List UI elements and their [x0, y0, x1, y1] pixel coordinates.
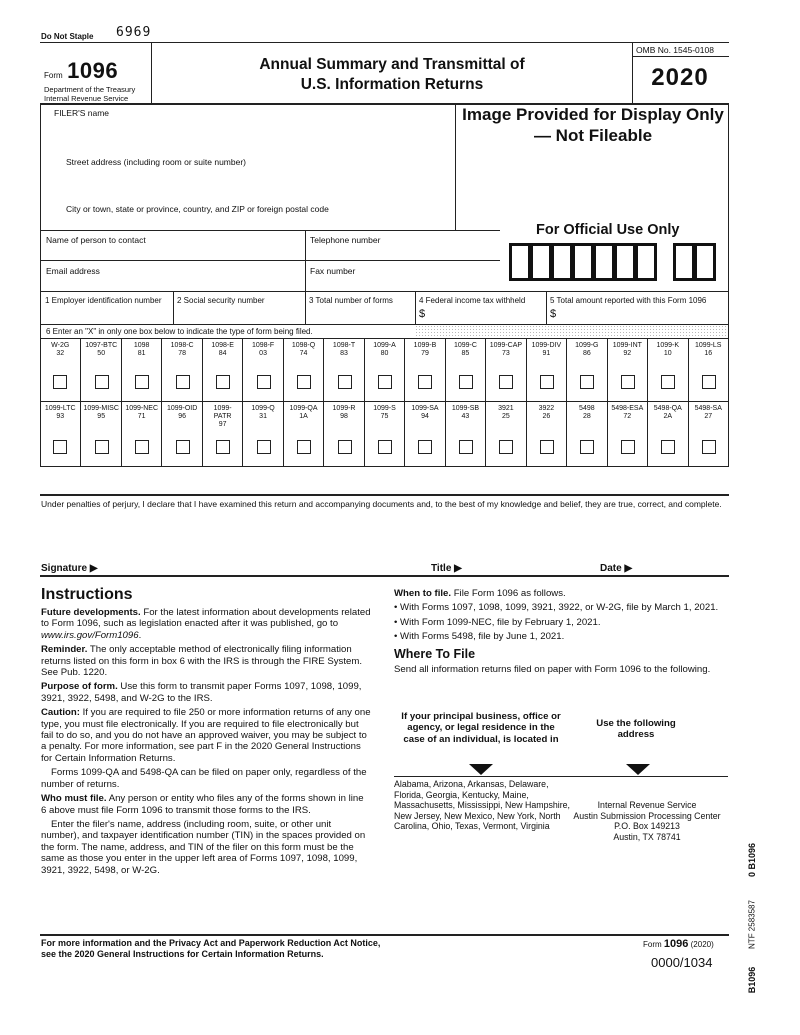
form-type-cell	[485, 338, 525, 401]
form-type-cell	[364, 338, 404, 401]
form-type-cell	[283, 338, 323, 401]
instructions-left-column	[41, 586, 371, 879]
form-type-cell	[364, 401, 404, 466]
form-type-code: 94	[421, 413, 429, 420]
contact-person-label: Name of person to contact	[46, 235, 146, 245]
bullet-1: • With Forms 1097, 1098, 1099, 3921, 3922, or W-2G, file by March 1, 2021.	[394, 602, 719, 614]
box1-ein-label: 1 Employer identification number	[45, 296, 162, 305]
irs-mailing-address	[567, 800, 727, 842]
omb-number: OMB No. 1545-0108	[636, 45, 714, 55]
purpose-text: Use this form to transmit paper Forms 1097, 1098, 1099, 3921, 3922, 5498, and W-2G to the IRS.	[41, 681, 362, 704]
form-type-cell	[283, 401, 323, 466]
form-type-name: 1098-Q	[291, 342, 316, 349]
where-to-file-heading: Where To File	[394, 646, 476, 661]
form-type-name: 1099-INT	[612, 342, 642, 349]
form-type-cell	[566, 338, 606, 401]
form-type-name: 1098-F	[251, 342, 275, 349]
caution-text: If you are required to file 250 or more information returns of any one type, you must file electronically. If you are required to file electronically but fail to do so, and you do not have an approved waiver, you may be subject to a penalty. For more information, see part F in the 2020 General Instructions for Certain Information Returns.	[41, 707, 371, 764]
form-type-cell	[566, 401, 606, 466]
form-type-cell	[202, 338, 242, 401]
form-type-cell	[526, 338, 566, 401]
form-type-checkbox[interactable]	[378, 375, 392, 389]
city-state-zip-label: City or town, state or province, country, and ZIP or foreign postal code	[66, 204, 329, 214]
where-to-file-text: Send all information returns filed on paper with Form 1096 to the following.	[394, 663, 711, 675]
qa-paper-only: Forms 1099-QA and 5498-QA can be filed on paper only, regardless of the number of returns.	[41, 767, 367, 790]
instructions-right-column	[394, 588, 727, 678]
form-type-checkbox[interactable]	[540, 440, 554, 454]
form-type-cell	[404, 338, 444, 401]
future-lead: Future developments.	[41, 607, 141, 618]
form-type-checkbox[interactable]	[459, 375, 473, 389]
form-type-checkbox[interactable]	[702, 375, 716, 389]
form-ref-year: (2020)	[690, 940, 714, 949]
form-type-checkbox[interactable]	[135, 375, 149, 389]
form-type-checkbox[interactable]	[338, 440, 352, 454]
form-type-code: 1A	[299, 413, 308, 420]
bullet-2: • With Form 1099-NEC, file by February 1, 2021.	[394, 616, 601, 628]
form-type-checkbox[interactable]	[418, 440, 432, 454]
form-type-name: 3922	[538, 405, 555, 412]
form-type-cell	[161, 338, 201, 401]
form-type-code: 81	[137, 350, 146, 357]
form-type-name: 1099-CAP	[489, 342, 523, 349]
form-type-name: 1099-G	[575, 342, 599, 349]
form-type-name: 5498-QA	[653, 405, 682, 412]
form-type-name: 5498	[579, 405, 595, 412]
purpose-lead: Purpose of form.	[41, 681, 118, 693]
title-label: Title ▶	[431, 563, 462, 574]
form-type-code: 71	[137, 413, 146, 420]
form-type-cell	[323, 401, 363, 466]
form-ref-word: Form	[643, 940, 662, 949]
form-title-line2: U.S. Information Returns	[300, 76, 484, 93]
form-type-checkbox[interactable]	[499, 440, 513, 454]
form-label	[44, 58, 118, 84]
address-line-1: Internal Revenue Service	[597, 800, 697, 810]
form-type-cell	[445, 338, 485, 401]
form-type-checkbox[interactable]	[621, 375, 635, 389]
margin-code-top: 0 B1096	[747, 842, 757, 878]
filer-name-label: FILER'S name	[54, 108, 110, 118]
form-type-checkbox[interactable]	[378, 440, 392, 454]
form-type-cell	[647, 338, 687, 401]
form-type-code: 98	[340, 413, 348, 420]
form-type-code: 16	[704, 350, 713, 357]
caution-lead: Caution:	[41, 707, 80, 719]
date-label: Date ▶	[600, 563, 633, 574]
form-type-code: 2A	[663, 413, 673, 420]
form-type-name: 1099-DIV	[531, 342, 562, 349]
form-type-checkbox[interactable]	[95, 440, 109, 454]
form-type-code: 74	[299, 350, 308, 357]
form-1096-link[interactable]: www.irs.gov/Form1096	[41, 629, 139, 641]
address-line-2: Austin Submission Processing Center	[573, 810, 721, 821]
form-type-checkbox[interactable]	[661, 440, 675, 454]
form-type-code: 80	[380, 350, 389, 357]
box5-dollar-sign: $	[550, 308, 557, 320]
form-type-code: 92	[623, 350, 632, 357]
form-type-name: 5498-ESA	[611, 405, 644, 412]
form-type-code: 27	[704, 413, 713, 420]
handwritten-number: 6969	[116, 25, 152, 40]
enter-filer-info: Enter the filer's name, address (including room, suite, or other unit number), and taxpayer identification number (TIN) in the spaces provided on the form. The name, address, and TIN of the filer on this form must be the same as those you enter in the upper left area of Forms 1097, 1098, 1099, 3921, 3922, 5498, or W-2G.	[41, 818, 366, 876]
reminder-lead: Reminder.	[41, 644, 88, 656]
form-type-cell	[202, 401, 242, 466]
form-type-cell	[485, 401, 525, 466]
form-type-code: 85	[461, 350, 470, 357]
purpose-of-form	[41, 681, 371, 704]
form-type-checkbox[interactable]	[257, 440, 271, 454]
form-type-code: 31	[259, 413, 267, 420]
form-type-code: 95	[97, 413, 106, 420]
form-type-name: 1099-S	[373, 405, 396, 412]
form-number: 1096	[67, 58, 119, 83]
form-type-name: 1099-MISC	[83, 405, 119, 412]
form-type-checkbox[interactable]	[216, 375, 230, 389]
form-type-code: 73	[502, 350, 510, 357]
margin-code-bottom: B1096	[747, 966, 757, 994]
privacy-notice-line2: see the 2020 General Instructions for Certain Information Returns.	[41, 949, 324, 959]
form-type-cell	[80, 401, 120, 466]
form-type-checkbox[interactable]	[176, 375, 190, 389]
street-address-label: Street address (including room or suite number)	[66, 157, 246, 167]
form-type-cell	[323, 338, 363, 401]
location-column-heading: If your principal business, office or agency, or legal residence in the case of an individual, is located in	[401, 711, 561, 745]
form-type-cell	[688, 338, 728, 401]
form-type-name: 1099-OID	[166, 405, 198, 412]
form-type-code: 83	[340, 350, 348, 357]
form-type-checkbox[interactable]	[297, 440, 311, 454]
form-type-name: 1099-A	[373, 342, 396, 349]
perjury-statement: Under penalties of perjury, I declare that I have examined this return and accompanying documents and, to the best of my knowledge and belief, they are true, correct, and complete.	[41, 499, 722, 509]
form-type-code: 26	[542, 413, 551, 420]
form-type-checkbox[interactable]	[95, 375, 109, 389]
form-type-checkbox[interactable]	[580, 375, 594, 389]
form-type-code: 78	[178, 350, 187, 357]
form-type-name: 1099-B	[413, 342, 437, 349]
tax-year: 2020	[651, 64, 709, 91]
form-type-checkbox[interactable]	[459, 440, 473, 454]
form-type-name: 1098	[133, 342, 150, 349]
form-type-cell	[607, 401, 647, 466]
form-type-checkbox[interactable]	[53, 440, 67, 454]
form-type-name: 1097-BTC	[85, 342, 118, 349]
form-type-code: 91	[542, 350, 551, 357]
box2-ssn-label: 2 Social security number	[177, 296, 265, 305]
form-type-name: 1098-C	[170, 342, 194, 349]
shaded-area	[415, 325, 728, 338]
future-developments	[41, 607, 371, 641]
batch-number: 0000/1034	[651, 955, 713, 970]
form-type-name: 5498-SA	[694, 405, 722, 412]
form-type-name: 1099-LTC	[44, 405, 76, 412]
address-column-heading: Use the following address	[596, 718, 676, 741]
form-type-code: 50	[97, 350, 106, 357]
who-must-file	[41, 793, 371, 816]
fax-label: Fax number	[310, 266, 356, 276]
signature-label: Signature ▶	[41, 563, 98, 574]
form-type-checkbox[interactable]	[53, 375, 67, 389]
form-type-code: 72	[623, 413, 632, 420]
box3-total-forms-label: 3 Total number of forms	[309, 296, 393, 305]
display-only-notice: Image Provided for Display Only — Not Fileable	[462, 105, 724, 145]
form-type-cell	[121, 338, 161, 401]
form-type-name: 1099-QA	[289, 405, 318, 412]
form-type-name: 1099-C	[453, 342, 477, 349]
form-type-code: 10	[663, 350, 672, 357]
form-type-name: 1098-E	[211, 342, 234, 349]
telephone-label: Telephone number	[310, 235, 381, 245]
form-type-checkbox[interactable]	[702, 440, 716, 454]
form-type-cell	[40, 401, 80, 466]
form-type-name: 1099-K	[656, 342, 680, 349]
form-type-name: 1099-SA	[411, 405, 439, 412]
who-lead: Who must file.	[41, 793, 107, 805]
form-type-code: 03	[259, 350, 267, 357]
form-type-name: 1099-NEC	[125, 405, 159, 412]
form-type-checkbox[interactable]	[216, 440, 230, 454]
form-type-code: 93	[56, 413, 65, 420]
privacy-notice-line1: For more information and the Privacy Act and Paperwork Reduction Act Notice,	[41, 938, 381, 948]
form-type-cell	[445, 401, 485, 466]
do-not-staple: Do Not Staple	[41, 32, 94, 41]
form-type-name: 1099- PATR	[213, 405, 232, 420]
form-type-checkbox[interactable]	[297, 375, 311, 389]
future-end: .	[138, 629, 142, 641]
form-type-code: 32	[56, 350, 65, 357]
form-type-code: 96	[178, 413, 187, 420]
form-type-cell	[40, 338, 80, 401]
form-type-checkbox[interactable]	[621, 440, 635, 454]
form-type-checkbox[interactable]	[338, 375, 352, 389]
form-type-cell	[161, 401, 201, 466]
form-type-name: 1098-T	[332, 342, 356, 349]
address-line-4: Austin, TX 78741	[613, 831, 681, 842]
reminder	[41, 644, 371, 678]
form-type-code: 97	[218, 421, 227, 428]
form-type-cell	[80, 338, 120, 401]
form-title-line1: Annual Summary and Transmittal of	[259, 56, 525, 73]
address-line-3: P.O. Box 149213	[614, 821, 680, 831]
form-type-cell	[121, 401, 161, 466]
instructions-heading: Instructions	[41, 586, 133, 603]
form-type-checkbox[interactable]	[540, 375, 554, 389]
form-type-cell	[526, 401, 566, 466]
form-type-cell	[647, 401, 687, 466]
form-type-code: 25	[502, 413, 510, 420]
form-type-checkbox[interactable]	[661, 375, 675, 389]
form-type-code: 79	[421, 350, 429, 357]
box5-total-amount-label: 5 Total amount reported with this Form 1096	[550, 296, 707, 305]
form-type-code: 75	[380, 413, 389, 420]
line6-instruction: 6 Enter an "X" in only one box below to indicate the type of form being filed.	[46, 327, 313, 336]
form-type-checkbox[interactable]	[176, 440, 190, 454]
form-type-checkbox[interactable]	[580, 440, 594, 454]
when-text: File Form 1096 as follows.	[451, 588, 566, 599]
form-type-name: 1099-SB	[451, 405, 480, 412]
arrow-down-icon	[626, 764, 650, 775]
arrow-down-icon	[469, 764, 493, 775]
who-text: Any person or entity who files any of the forms shown in line 6 above must file Form 1096 to transmit those forms to the IRS.	[41, 793, 364, 816]
form-type-cell	[242, 338, 282, 401]
form-ref-number: 1096	[663, 938, 689, 950]
official-use-label: For Official Use Only	[536, 222, 680, 238]
form-type-cell	[607, 338, 647, 401]
form-type-name: 3921	[498, 405, 514, 412]
form-reference	[643, 938, 714, 950]
form-type-cell	[242, 401, 282, 466]
form-type-code: 43	[461, 413, 470, 420]
margin-ntf: NTF 2583587	[747, 900, 757, 949]
form-type-checkbox[interactable]	[135, 440, 149, 454]
when-to-file	[394, 588, 727, 599]
bullet-3: • With Forms 5498, file by June 1, 2021.	[394, 631, 565, 643]
department-line1: Department of the Treasury	[44, 85, 136, 94]
form-type-name: 1099-Q	[251, 405, 275, 412]
form-word: Form	[44, 71, 63, 80]
form-type-cell	[688, 401, 728, 466]
states-list: Alabama, Arizona, Arkansas, Delaware, Florida, Georgia, Kentucky, Maine, Massachusetts, Mississippi, New Hampshire, New Jersey, New Mexico, New York, North Carolina, Ohio, Texas, Vermont, Virginia	[394, 779, 570, 831]
form-type-code: 86	[582, 350, 591, 357]
box4-federal-tax-label: 4 Federal income tax withheld	[419, 296, 526, 305]
caution	[41, 707, 371, 764]
future-text: For the latest information about developments related to Form 1096, such as legislation enacted after it was published, go to	[41, 607, 371, 630]
form-type-checkbox[interactable]	[499, 375, 513, 389]
form-type-cell	[404, 401, 444, 466]
box4-dollar-sign: $	[419, 308, 426, 320]
form-type-code: 84	[218, 350, 227, 357]
when-lead: When to file.	[394, 588, 452, 599]
form-type-name: 1099-LS	[695, 342, 722, 349]
reminder-text: The only acceptable method of electronically filing information returns listed on this form in box 6 with the IRS is through the FIRE System. See Pub. 1220.	[41, 644, 362, 679]
form-type-code: 28	[582, 413, 591, 420]
email-label: Email address	[46, 266, 100, 276]
form-type-name: 1099-R	[332, 405, 356, 412]
department-line2: Internal Revenue Service	[44, 94, 129, 103]
form-type-name: W-2G	[51, 342, 70, 349]
form-type-checkbox[interactable]	[257, 375, 271, 389]
form-type-checkbox[interactable]	[418, 375, 432, 389]
